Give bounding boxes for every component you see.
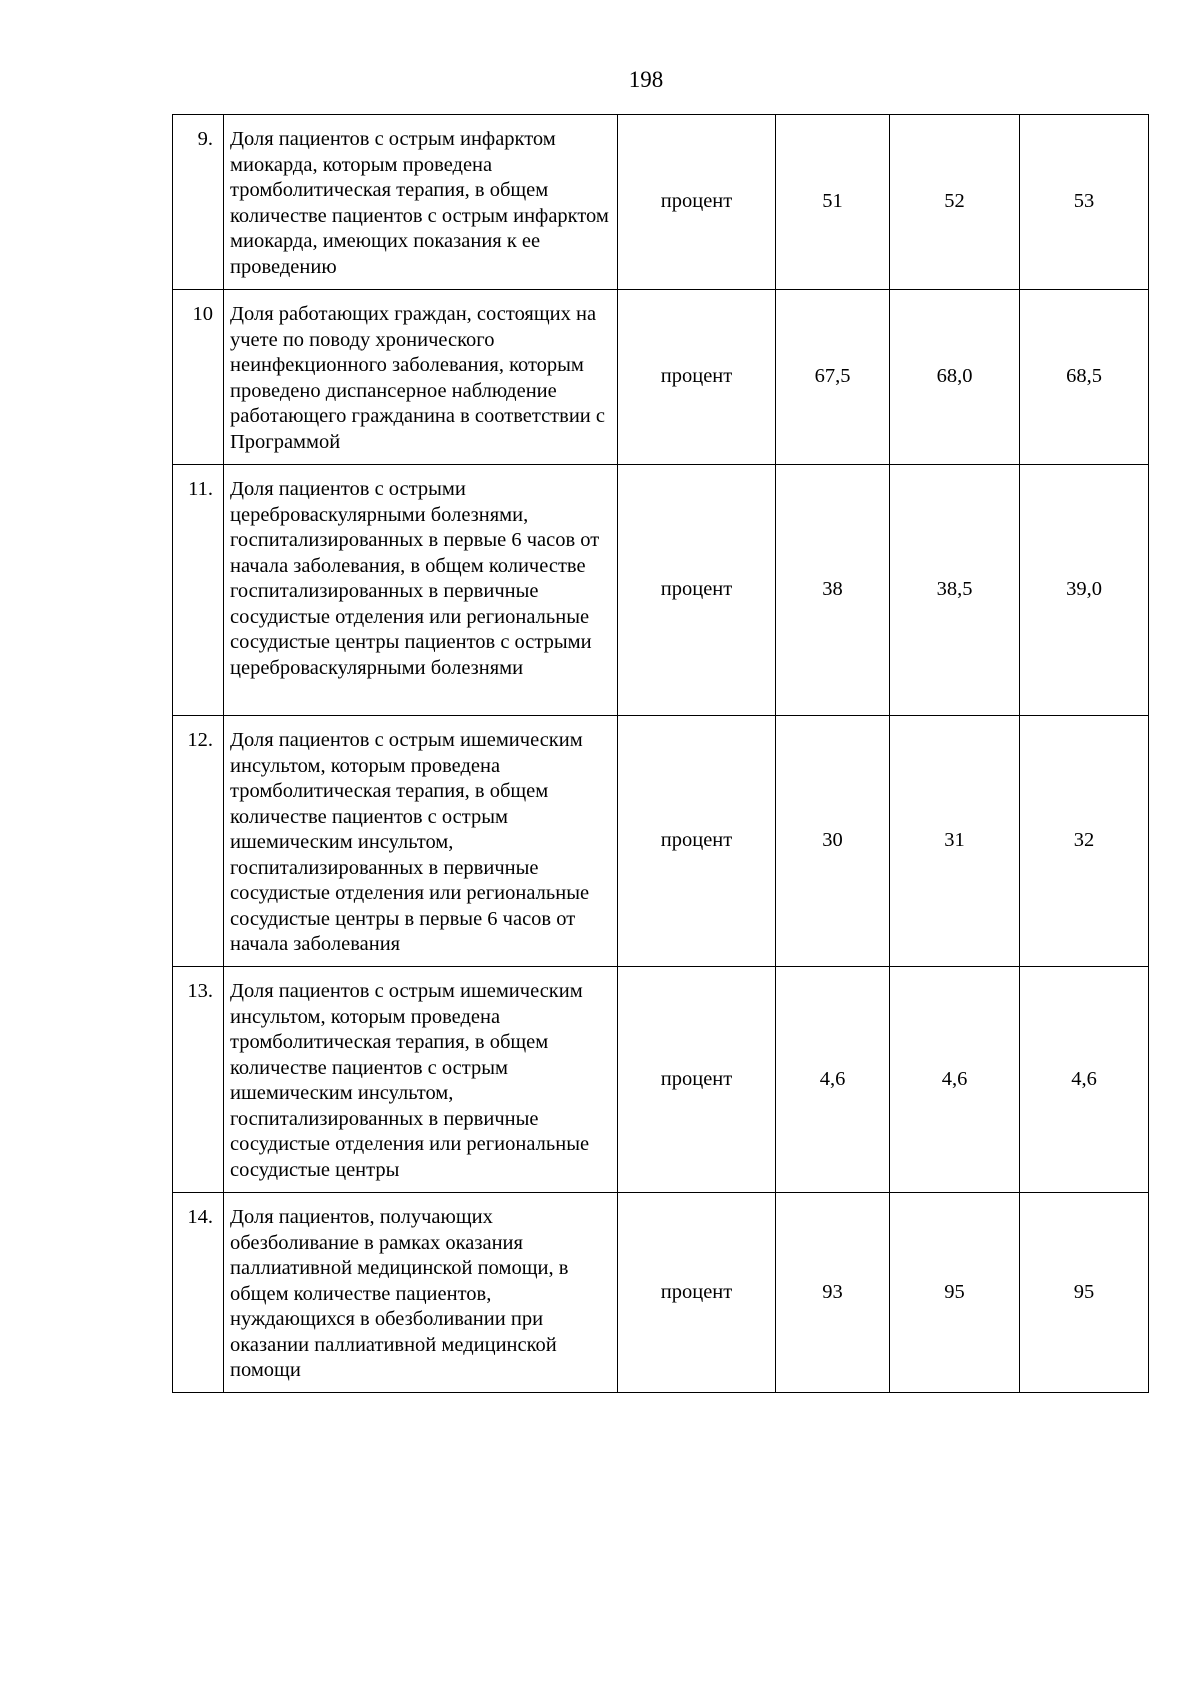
indicator-name: Доля пациентов, получающих обезболивание в рамках оказания паллиативной медицинской помощи, в общем количестве пациентов, нуждающихся в обезболивании при оказании паллиативной медицинской помощи xyxy=(224,1193,618,1393)
value-cell-2: 68,0 xyxy=(890,290,1020,465)
value-cell-2: 52 xyxy=(890,115,1020,290)
value-cell-3: 53 xyxy=(1020,115,1149,290)
value-cell-1: 4,6 xyxy=(776,967,890,1193)
value-cell-2: 95 xyxy=(890,1193,1020,1393)
table-row xyxy=(173,115,1149,290)
value-cell-3: 39,0 xyxy=(1020,465,1149,716)
row-number: 10 xyxy=(173,290,224,465)
unit-cell: процент xyxy=(618,716,776,967)
value-cell-3: 68,5 xyxy=(1020,290,1149,465)
indicator-name: Доля работающих граждан, состоящих на учете по поводу хронического неинфекционного заболевания, которым проведено диспансерное наблюдение работающего гражданина в соответствии с Программой xyxy=(224,290,618,465)
table-row xyxy=(173,1193,1149,1393)
indicator-name: Доля пациентов с острым инфарктом миокарда, которым проведена тромболитическая терапия, в общем количестве пациентов с острым инфарктом миокарда, имеющих показания к ее проведению xyxy=(224,115,618,290)
row-number: 9. xyxy=(173,115,224,290)
value-cell-2: 31 xyxy=(890,716,1020,967)
row-number: 11. xyxy=(173,465,224,716)
indicator-name: Доля пациентов с острыми цереброваскулярными болезнями, госпитализированных в первые 6 часов от начала заболевания, в общем количестве госпитализированных в первичные сосудистые отделения или региональные сосудистые центры пациентов с острыми цереброваскулярными болезнями xyxy=(224,465,618,716)
row-number: 13. xyxy=(173,967,224,1193)
value-cell-3: 4,6 xyxy=(1020,967,1149,1193)
value-cell-1: 93 xyxy=(776,1193,890,1393)
value-cell-1: 30 xyxy=(776,716,890,967)
row-number: 14. xyxy=(173,1193,224,1393)
value-cell-2: 38,5 xyxy=(890,465,1020,716)
unit-cell: процент xyxy=(618,290,776,465)
value-cell-1: 38 xyxy=(776,465,890,716)
unit-cell: процент xyxy=(618,1193,776,1393)
unit-cell: процент xyxy=(618,115,776,290)
table-row xyxy=(173,967,1149,1193)
value-cell-3: 95 xyxy=(1020,1193,1149,1393)
row-number: 12. xyxy=(173,716,224,967)
table-row xyxy=(173,716,1149,967)
value-cell-1: 67,5 xyxy=(776,290,890,465)
page-number: 198 xyxy=(628,67,664,92)
table-row xyxy=(173,290,1149,465)
indicators-table xyxy=(172,114,1149,1393)
unit-cell: процент xyxy=(618,967,776,1193)
indicator-name: Доля пациентов с острым ишемическим инсультом, которым проведена тромболитическая терапия, в общем количестве пациентов с острым ишемическим инсультом, госпитализированных в первичные сосудистые отделения или региональные сосудистые центры xyxy=(224,967,618,1193)
table-row xyxy=(173,465,1149,716)
value-cell-2: 4,6 xyxy=(890,967,1020,1193)
value-cell-1: 51 xyxy=(776,115,890,290)
indicator-name: Доля пациентов с острым ишемическим инсультом, которым проведена тромболитическая терапия, в общем количестве пациентов с острым ишемическим инсультом, госпитализированных в первичные сосудистые отделения или региональные сосудистые центры в первые 6 часов от начала заболевания xyxy=(224,716,618,967)
value-cell-3: 32 xyxy=(1020,716,1149,967)
unit-cell: процент xyxy=(618,465,776,716)
